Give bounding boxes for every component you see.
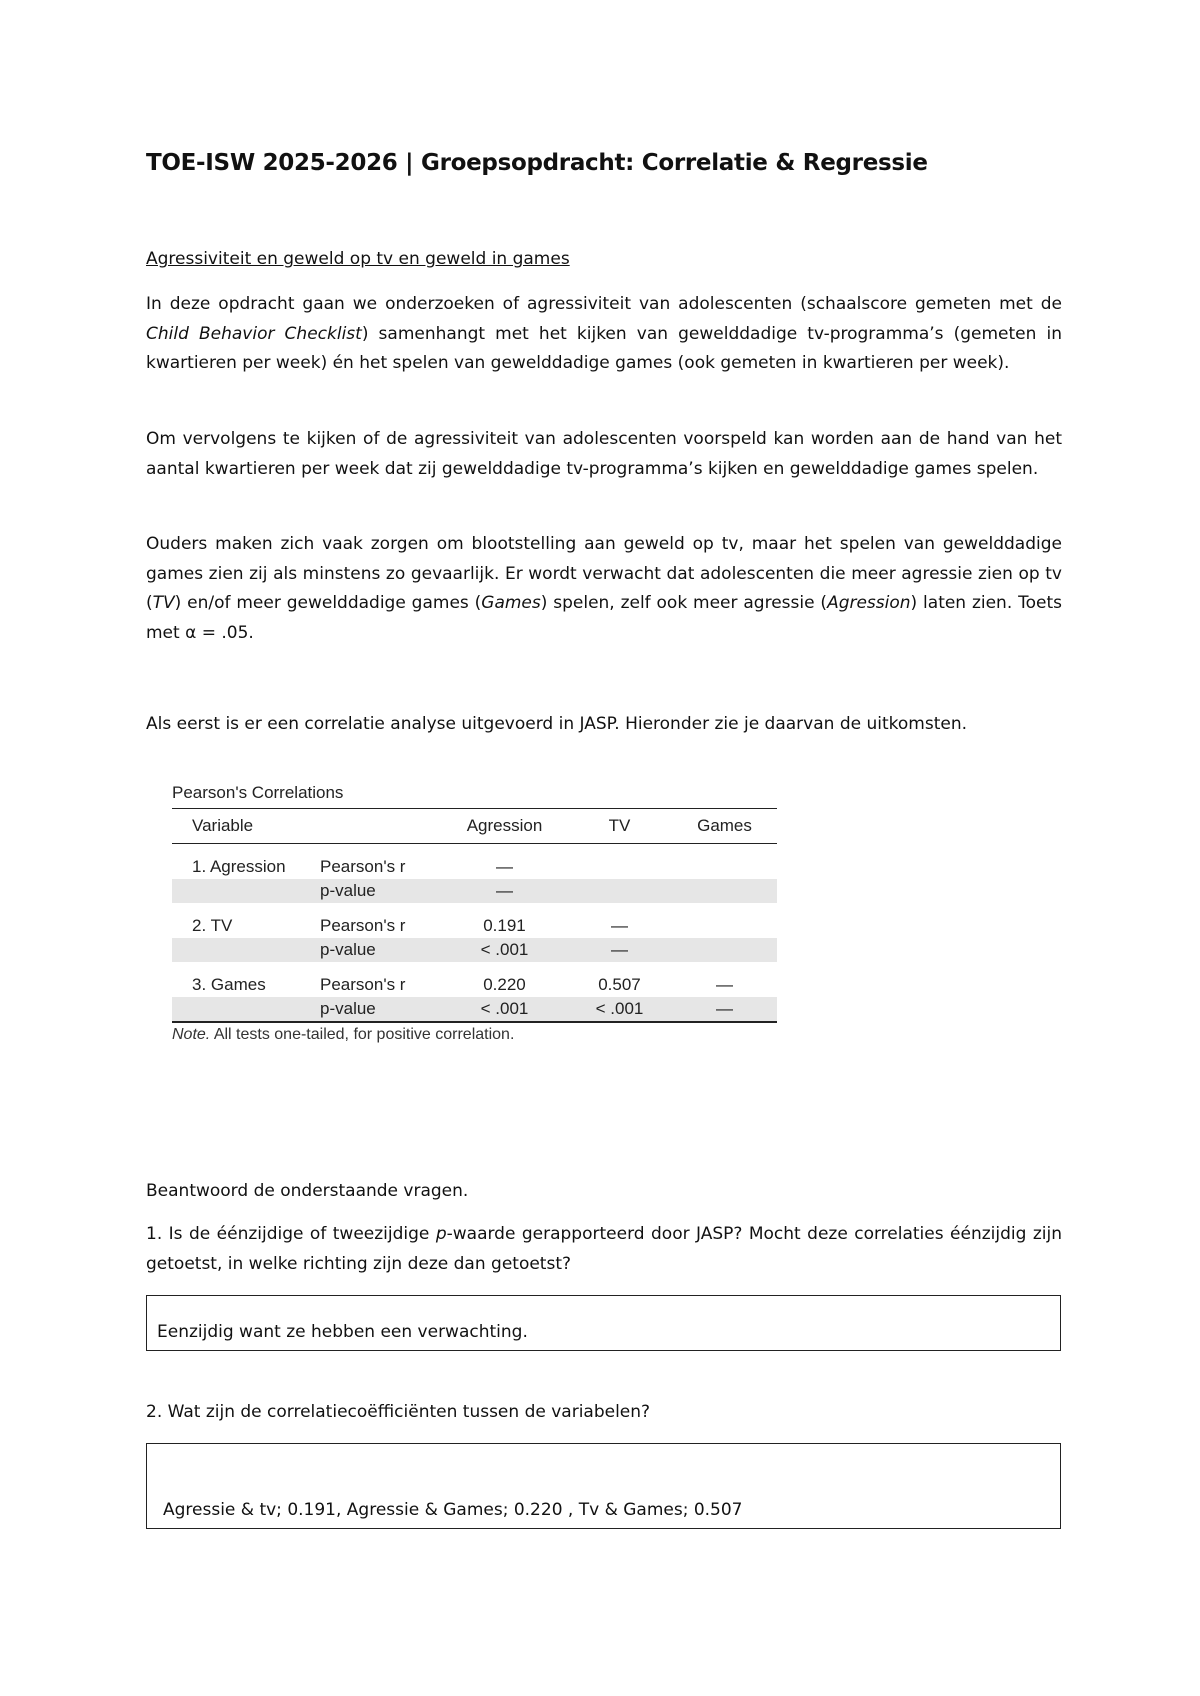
table-note xyxy=(172,1026,777,1044)
question-1-text-b: -waarde gerapporteerd door JASP? Mocht deze correlaties éénzijdig zijn getoetst, in welke richting zijn deze dan getoetst? xyxy=(146,1224,1062,1274)
p-symbol: p xyxy=(435,1224,447,1244)
paragraph-intro-text-b: ) samenhangt met het kijken van gewelddadige tv-programma’s (gemeten in kwartieren per week) én het spelen van gewelddadige games (ook gemeten in kwartieren per week). xyxy=(146,323,1062,373)
cell-value: — xyxy=(716,975,733,994)
table-row xyxy=(172,938,777,962)
table-row xyxy=(172,997,777,1022)
cell-value xyxy=(672,914,777,938)
cell-value: < .001 xyxy=(567,997,672,1022)
header-games: Games xyxy=(672,809,777,844)
paragraph-table-intro: Als eerst is er een correlatie analyse uitgevoerd in JASP. Hieronder zie je daarvan de uitkomsten. xyxy=(146,714,968,734)
table-row xyxy=(172,855,777,879)
var-tv: TV xyxy=(152,593,175,613)
paragraph-hypothesis-text-d: ) laten zien. Toets met α = .05. xyxy=(146,593,1062,643)
paragraph-hypothesis-text-c: ) spelen, zelf ook meer agressie ( xyxy=(540,593,828,613)
table-header-row xyxy=(172,809,777,844)
cell-value: < .001 xyxy=(442,997,567,1022)
cell-value xyxy=(672,938,777,962)
header-tv: TV xyxy=(567,809,672,844)
table-row xyxy=(172,973,777,997)
cell-value: — xyxy=(496,857,513,876)
header-stat xyxy=(312,809,442,844)
cell-value xyxy=(672,879,777,903)
cell-value: — xyxy=(672,997,777,1022)
cell-value: 0.507 xyxy=(598,975,641,994)
document-title: TOE-ISW 2025-2026 | Groepsopdracht: Correlatie & Regressie xyxy=(146,150,928,176)
questions-intro: Beantwoord de onderstaande vragen. xyxy=(146,1181,469,1201)
paragraph-prediction: Om vervolgens te kijken of de agressiviteit van adolescenten voorspeld kan worden aan de hand van het aantal kwartieren per week dat zij gewelddadige tv-programma’s kijken en gewelddadige games spelen. xyxy=(146,429,1062,479)
paragraph-intro xyxy=(146,290,1062,379)
answer-2-text: Agressie & tv; 0.191, Agressie & Games; 0.220 , Tv & Games; 0.507 xyxy=(163,1500,743,1520)
row-stat-label: p-value xyxy=(312,879,442,903)
row-stat-label: Pearson's r xyxy=(320,857,406,876)
row-stat-label: Pearson's r xyxy=(320,916,406,935)
row-stat-label: Pearson's r xyxy=(320,975,406,994)
row-variable: 2. TV xyxy=(192,916,233,935)
cell-value: 0.220 xyxy=(483,975,526,994)
checklist-name: Child Behavior Checklist xyxy=(146,323,362,344)
var-games: Games xyxy=(481,593,541,613)
header-agression: Agression xyxy=(442,809,567,844)
answer-box-1[interactable] xyxy=(146,1295,1061,1351)
paragraph-intro-text-a: In deze opdracht gaan we onderzoeken of agressiviteit van adolescenten (schaalscore gemeten met de xyxy=(146,294,1062,314)
paragraph-hypothesis-text-b: ) en/of meer gewelddadige games ( xyxy=(174,593,482,613)
paragraph-hypothesis xyxy=(146,530,1062,648)
question-2: 2. Wat zijn de correlatiecoëfficiënten tussen de variabelen? xyxy=(146,1402,651,1422)
row-stat-label: p-value xyxy=(312,938,442,962)
section-heading: Agressiviteit en geweld op tv en geweld in games xyxy=(146,249,570,269)
row-variable: 3. Games xyxy=(192,975,266,994)
header-variable: Variable xyxy=(172,809,312,844)
answer-box-2[interactable] xyxy=(146,1443,1061,1529)
cell-value: 0.191 xyxy=(483,916,526,935)
question-1-text-a: 1. Is de éénzijdige of tweezijdige xyxy=(146,1224,436,1244)
row-stat-label: p-value xyxy=(312,997,442,1022)
question-1 xyxy=(146,1220,1062,1279)
cell-value xyxy=(567,879,672,903)
row-variable: 1. Agression xyxy=(192,857,286,876)
correlation-grid xyxy=(172,808,777,1023)
cell-value xyxy=(672,855,777,879)
cell-value: < .001 xyxy=(442,938,567,962)
table-row xyxy=(172,914,777,938)
note-label: Note. xyxy=(172,1026,211,1043)
cell-value: — xyxy=(611,916,628,935)
cell-value: — xyxy=(567,938,672,962)
table-row xyxy=(172,879,777,903)
table-title: Pearson's Correlations xyxy=(172,783,344,802)
answer-1-text: Eenzijdig want ze hebben een verwachting. xyxy=(157,1322,528,1342)
var-agression: Agression xyxy=(827,593,911,613)
cell-value xyxy=(567,855,672,879)
cell-value: — xyxy=(442,879,567,903)
correlation-table xyxy=(172,778,777,1044)
paragraph-hypothesis-text-a: Ouders maken zich vaak zorgen om blootstelling aan geweld op tv, maar het spelen van gewelddadige games zien zij als minstens zo gevaarlijk. Er wordt verwacht dat adolescenten die meer agressie zien op tv ( xyxy=(146,534,1062,613)
note-text: All tests one-tailed, for positive correlation. xyxy=(210,1026,515,1043)
